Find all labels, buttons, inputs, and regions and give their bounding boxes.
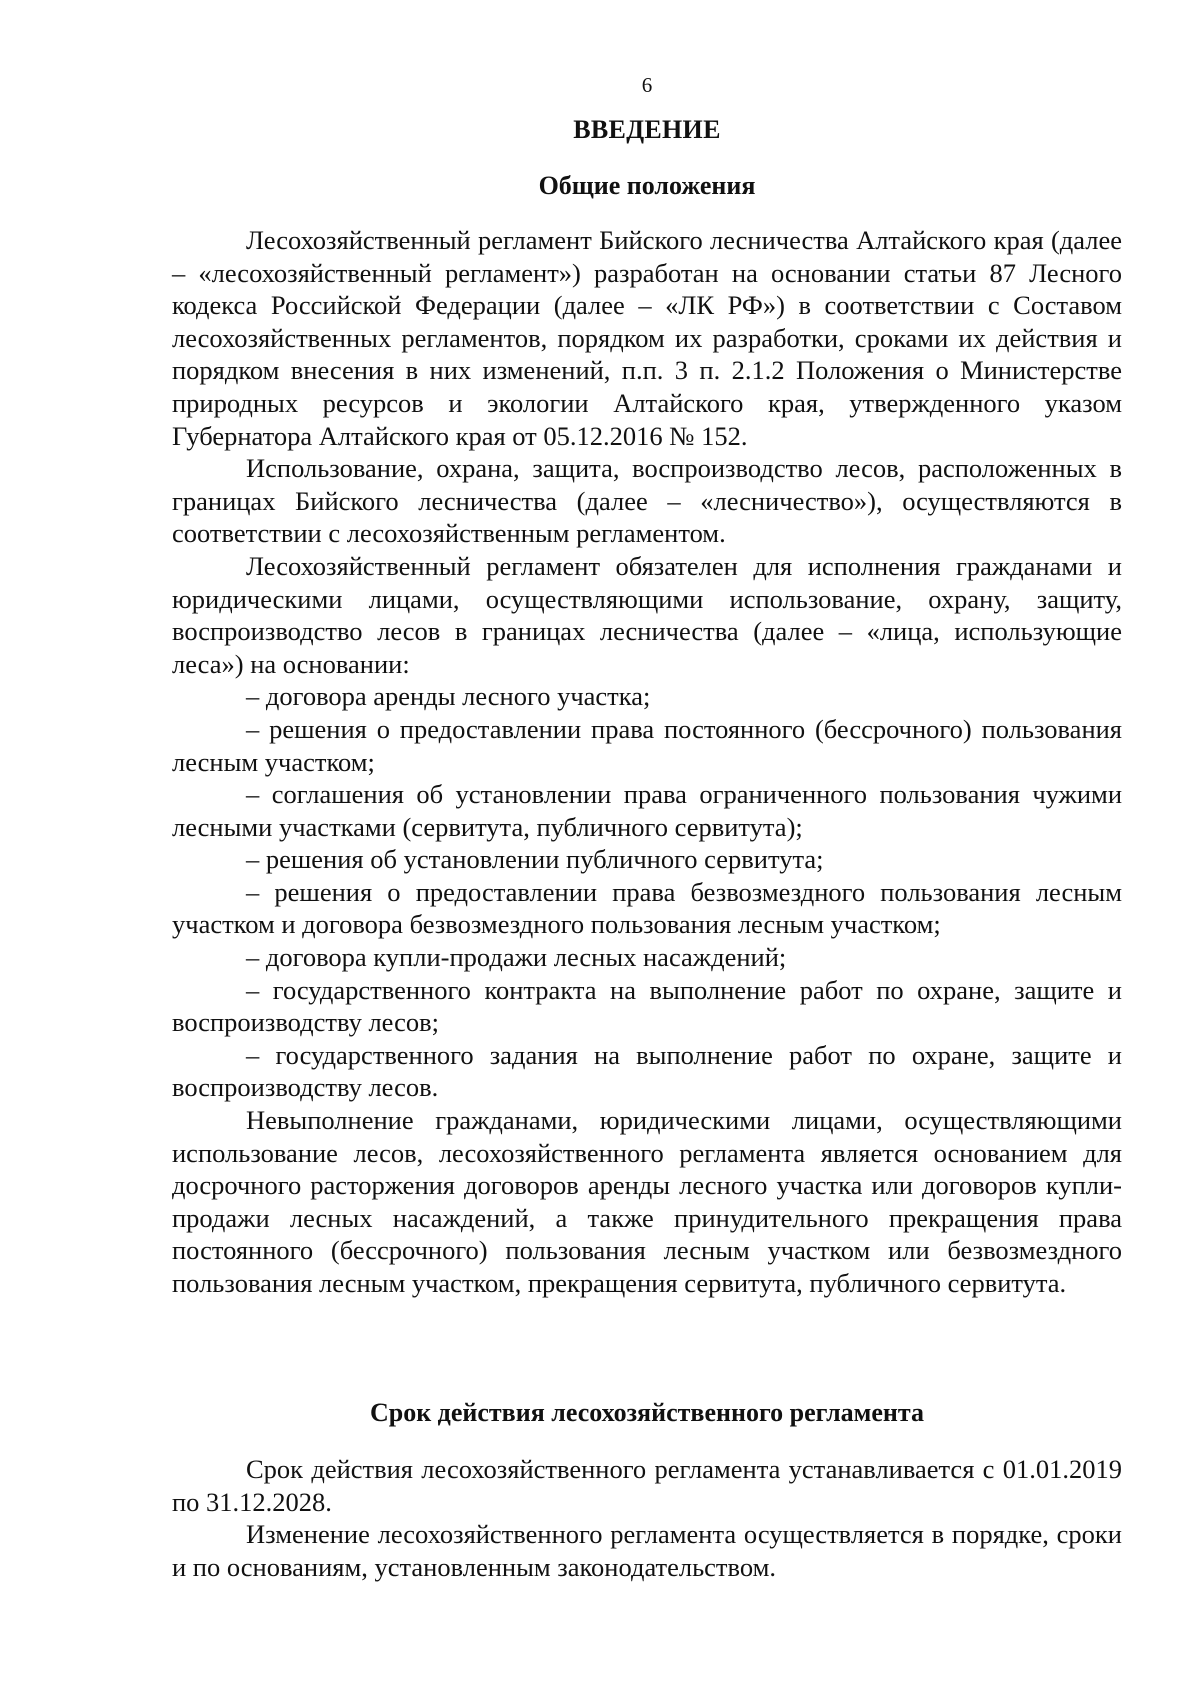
list-item: – договора аренды лесного участка; bbox=[246, 681, 651, 712]
section-body-general bbox=[172, 224, 1122, 1300]
list-item: – решения о предоставлении права постоянного (бессрочного) пользования лесным участком; bbox=[172, 713, 1122, 777]
list-item: – государственного контракта на выполнение работ по охране, защите и воспроизводству лесов; bbox=[172, 974, 1122, 1038]
list-item: – решения об установлении публичного сервитута; bbox=[246, 844, 824, 875]
page-title: ВВЕДЕНИЕ bbox=[573, 115, 721, 144]
paragraph: Невыполнение гражданами, юридическими лицами, осуществляющими использование лесов, лесохозяйственного регламента является основанием для досрочного расторжения договоров аренды лесного участка или договоров купли-продажи лесных насаждений, а также принудительного прекращения права постоянного (бессрочного) пользования лесным участком или безвозмездного пользования лесным участком, прекращения сервитута, публичного сервитута. bbox=[172, 1105, 1122, 1298]
paragraph: Срок действия лесохозяйственного регламента устанавливается с 01.01.2019 по 31.12.2028. bbox=[172, 1454, 1122, 1517]
section-heading-general: Общие положения bbox=[538, 171, 756, 200]
list-item: – соглашения об установлении права ограниченного пользования чужими лесными участками (сервитута, публичного сервитута); bbox=[172, 779, 1122, 842]
section-heading-validity: Срок действия лесохозяйственного регламента bbox=[369, 1398, 925, 1427]
paragraph: Использование, охрана, защита, воспроизводство лесов, расположенных в границах Бийского лесничества (далее – «лесничество»), осуществляются в соответствии с лесохозяйственным регламентом. bbox=[172, 453, 1122, 549]
paragraph: Изменение лесохозяйственного регламента осуществляется в порядке, сроки и по основаниям, установленным законодательством. bbox=[172, 1519, 1122, 1582]
list-item: – договора купли-продажи лесных насаждений; bbox=[246, 942, 787, 973]
page-number: 6 bbox=[641, 73, 653, 97]
paragraph: Лесохозяйственный регламент обязателен для исполнения гражданами и юридическими лицами, осуществляющими использование, охрану, защиту, воспроизводство лесов в границах лесничества (далее – «лица, использующие леса») на основании: bbox=[172, 550, 1122, 679]
section-body-validity bbox=[172, 1453, 1122, 1583]
list-item: – решения о предоставлении права безвозмездного пользования лесным участком и договора безвозмездного пользования лесным участком; bbox=[172, 876, 1122, 940]
paragraph: Лесохозяйственный регламент Бийского лесничества Алтайского края (далее – «лесохозяйственный регламент») разработан на основании статьи 87 Лесного кодекса Российской Федерации (далее – «ЛК РФ») в соответствии с Составом лесохозяйственных регламентов, порядком их разработки, сроками их действия и порядком внесения в них изменений, п.п. 3 п. 2.1.2 Положения о Министерстве природных ресурсов и экологии Алтайского края, утвержденного указом Губернатора Алтайского края от 05.12.2016 № 152. bbox=[172, 225, 1122, 451]
list-item: – государственного задания на выполнение работ по охране, защите и воспроизводству лесов. bbox=[172, 1039, 1122, 1103]
